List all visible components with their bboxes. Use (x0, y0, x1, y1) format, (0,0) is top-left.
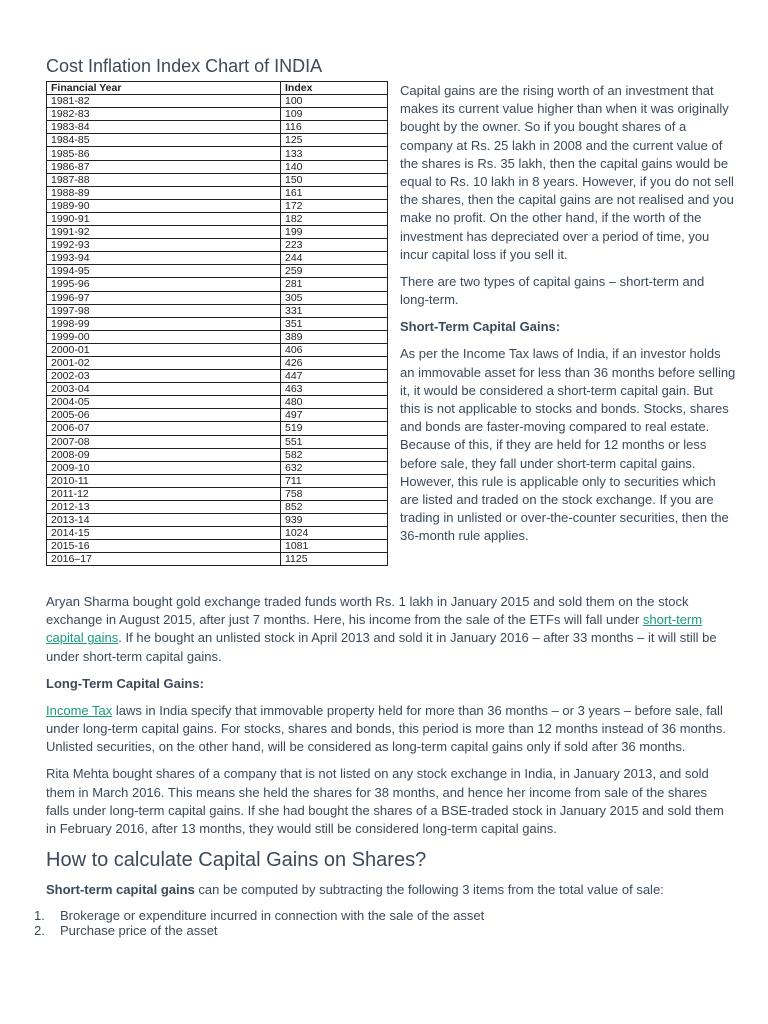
long-term-example-paragraph: Rita Mehta bought shares of a company that is not listed on any stock exchange in India, in January 2013, and sold them in March 2016. This means she held the shares for 38 months, and hence her income from sale of the shares falls under long-term capital gains. If she had bought the shares of a BSE-traded stock in January 2015 and sold them in February 2016, after 13 months, they would still be considered long-term capital gains. (46, 766, 724, 837)
table-row (47, 121, 388, 134)
long-term-paragraph (46, 702, 732, 757)
year-cell: 2015-16 (47, 540, 281, 553)
table-row (47, 553, 388, 566)
column-header-financial-year: Financial Year (47, 82, 281, 95)
index-cell: 351 (281, 317, 388, 330)
table-row (47, 527, 388, 540)
table-row (47, 212, 388, 225)
table-body (47, 95, 388, 566)
table-row (47, 370, 388, 383)
year-cell: 2013-14 (47, 514, 281, 527)
index-cell: 140 (281, 160, 388, 173)
calc-lead-paragraph (46, 881, 732, 899)
year-cell: 1985-86 (47, 147, 281, 160)
year-cell: 2009-10 (47, 461, 281, 474)
index-cell: 426 (281, 356, 388, 369)
table-row (47, 514, 388, 527)
calc-lead-text: can be computed by subtracting the following 3 items from the total value of sale: (194, 882, 664, 898)
table-row (47, 252, 388, 265)
short-term-heading: Short-Term Capital Gains: (400, 319, 561, 335)
calc-lead-bold: Short-term capital gains (46, 882, 195, 898)
year-cell: 2004-05 (47, 396, 281, 409)
table-row (47, 95, 388, 108)
deduction-list (34, 908, 732, 939)
index-cell: 161 (281, 186, 388, 199)
table-row (47, 291, 388, 304)
list-item-text: Brokerage or expenditure incurred in connection with the sale of the asset (60, 908, 485, 924)
table-row (47, 278, 388, 291)
index-cell: 125 (281, 134, 388, 147)
table-row (47, 108, 388, 121)
index-cell: 551 (281, 435, 388, 448)
list-item-number: 2. (34, 923, 45, 939)
index-cell: 223 (281, 239, 388, 252)
calc-heading: How to calculate Capital Gains on Shares? (46, 849, 427, 872)
index-cell: 582 (281, 448, 388, 461)
index-cell: 389 (281, 330, 388, 343)
cost-inflation-index-table (46, 81, 388, 566)
year-cell: 1998-99 (47, 317, 281, 330)
table-row (47, 304, 388, 317)
index-cell: 852 (281, 501, 388, 514)
index-cell: 758 (281, 487, 388, 500)
table-row (47, 147, 388, 160)
year-cell: 2002-03 (47, 370, 281, 383)
year-cell: 1992-93 (47, 239, 281, 252)
table-row (47, 265, 388, 278)
long-term-heading: Long-Term Capital Gains: (46, 675, 204, 691)
table-row (47, 173, 388, 186)
year-cell: 1982-83 (47, 108, 281, 121)
table-row (47, 422, 388, 435)
index-cell: 259 (281, 265, 388, 278)
index-cell: 497 (281, 409, 388, 422)
year-cell: 1993-94 (47, 252, 281, 265)
table-row (47, 199, 388, 212)
list-item-text: Purchase price of the asset (60, 923, 218, 939)
long-term-text: laws in India specify that immovable property held for more than 36 months – or 3 years – before sale, fall under long-term capital gains. For stocks, shares and bonds, this period is more than 12 months instead of 36 months. Unlisted securities, on the other hand, will be considered as long-term capital gains only if sold after 36 months. (46, 702, 726, 755)
index-cell: 116 (281, 121, 388, 134)
table-row (47, 239, 388, 252)
year-cell: 1994-95 (47, 265, 281, 278)
year-cell: 1988-89 (47, 186, 281, 199)
index-cell: 305 (281, 291, 388, 304)
column-header-index: Index (281, 82, 388, 95)
year-cell: 2014-15 (47, 527, 281, 540)
list-item (34, 923, 732, 938)
index-cell: 281 (281, 278, 388, 291)
table-row (47, 540, 388, 553)
table-row (47, 134, 388, 147)
year-cell: 1981-82 (47, 95, 281, 108)
year-cell: 1999-00 (47, 330, 281, 343)
year-cell: 1987-88 (47, 173, 281, 186)
index-cell: 519 (281, 422, 388, 435)
index-cell: 711 (281, 474, 388, 487)
table-row (47, 487, 388, 500)
table-row (47, 383, 388, 396)
index-cell: 331 (281, 304, 388, 317)
year-cell: 2000-01 (47, 343, 281, 356)
index-cell: 939 (281, 514, 388, 527)
year-cell: 2001-02 (47, 356, 281, 369)
short-term-example-paragraph (46, 593, 732, 666)
types-paragraph: There are two types of capital gains – short-term and long-term. (400, 274, 705, 308)
table-row (47, 435, 388, 448)
index-cell: 480 (281, 396, 388, 409)
index-cell: 447 (281, 370, 388, 383)
table-row (47, 461, 388, 474)
index-cell: 1125 (281, 553, 388, 566)
year-cell: 1997-98 (47, 304, 281, 317)
table-row (47, 409, 388, 422)
list-item-number: 1. (34, 908, 45, 924)
year-cell: 2007-08 (47, 435, 281, 448)
table-row (47, 356, 388, 369)
index-cell: 133 (281, 147, 388, 160)
table-row (47, 474, 388, 487)
article-body (34, 593, 732, 939)
example-text-after: . If he bought an unlisted stock in April 2013 and sold it in January 2016 – after 33 months – it will still be under short-term capital gains. (46, 630, 717, 664)
index-cell: 244 (281, 252, 388, 265)
year-cell: 2011-12 (47, 487, 281, 500)
year-cell: 1995-96 (47, 278, 281, 291)
index-cell: 109 (281, 108, 388, 121)
year-cell: 1989-90 (47, 199, 281, 212)
year-cell: 1986-87 (47, 160, 281, 173)
table-row (47, 448, 388, 461)
table-row (47, 343, 388, 356)
index-cell: 406 (281, 343, 388, 356)
intro-column (400, 82, 736, 555)
index-cell: 150 (281, 173, 388, 186)
intro-paragraph: Capital gains are the rising worth of an investment that makes its current value higher than when it was originally bought by the owner. So if you bought shares of a company at Rs. 25 lakh in 2008 and the current value of the shares is Rs. 35 lakh, then the capital gains would be equal to Rs. 10 lakh in 8 years. However, if you do not sell the shares, then the capital gains are not realised and you make no profit. On the other hand, if the worth of the investment has depreciated over a period of time, you incur capital loss if you sell it. (400, 83, 734, 262)
year-cell: 2008-09 (47, 448, 281, 461)
table-row (47, 160, 388, 173)
year-cell: 2006-07 (47, 422, 281, 435)
year-cell: 2010-11 (47, 474, 281, 487)
year-cell: 1984-85 (47, 134, 281, 147)
index-cell: 199 (281, 226, 388, 239)
year-cell: 1983-84 (47, 121, 281, 134)
year-cell: 1996-97 (47, 291, 281, 304)
page-title: Cost Inflation Index Chart of INDIA (46, 56, 323, 76)
short-term-paragraph: As per the Income Tax laws of India, if an investor holds an immovable asset for less than 36 months before selling it, it would be considered a short-term capital gain. But this is not applicable to stocks and bonds. Stocks, shares and bonds are faster-moving compared to real estate. Because of this, if they are held for 12 months or less before sale, they fall under short-term capital gains. However, this rule is applicable only to securities which are listed and traded on the stock exchange. If you are trading in unlisted or over-the-counter securities, then the 36-month rule applies. (400, 346, 736, 544)
index-cell: 100 (281, 95, 388, 108)
year-cell: 2005-06 (47, 409, 281, 422)
index-cell: 172 (281, 199, 388, 212)
table-row (47, 317, 388, 330)
list-item (34, 908, 732, 923)
income-tax-link[interactable]: Income Tax (46, 702, 113, 718)
year-cell: 2003-04 (47, 383, 281, 396)
table-row (47, 501, 388, 514)
index-cell: 182 (281, 212, 388, 225)
year-cell: 1991-92 (47, 226, 281, 239)
year-cell: 1990-91 (47, 212, 281, 225)
example-text-before: Aryan Sharma bought gold exchange traded funds worth Rs. 1 lakh in January 2015 and sold them on the stock exchange in August 2015, after just 7 months. Here, his income from the sale of the ETFs will fall under (46, 594, 689, 628)
table-header-row (47, 82, 388, 95)
index-cell: 632 (281, 461, 388, 474)
table-row (47, 226, 388, 239)
index-cell: 1081 (281, 540, 388, 553)
table-row (47, 330, 388, 343)
index-cell: 1024 (281, 527, 388, 540)
table-row (47, 186, 388, 199)
year-cell: 2012-13 (47, 501, 281, 514)
short-term-capital-gains-link[interactable]: short-term capital gains (46, 612, 703, 646)
year-cell: 2016–17 (47, 553, 281, 566)
table-row (47, 396, 388, 409)
index-cell: 463 (281, 383, 388, 396)
